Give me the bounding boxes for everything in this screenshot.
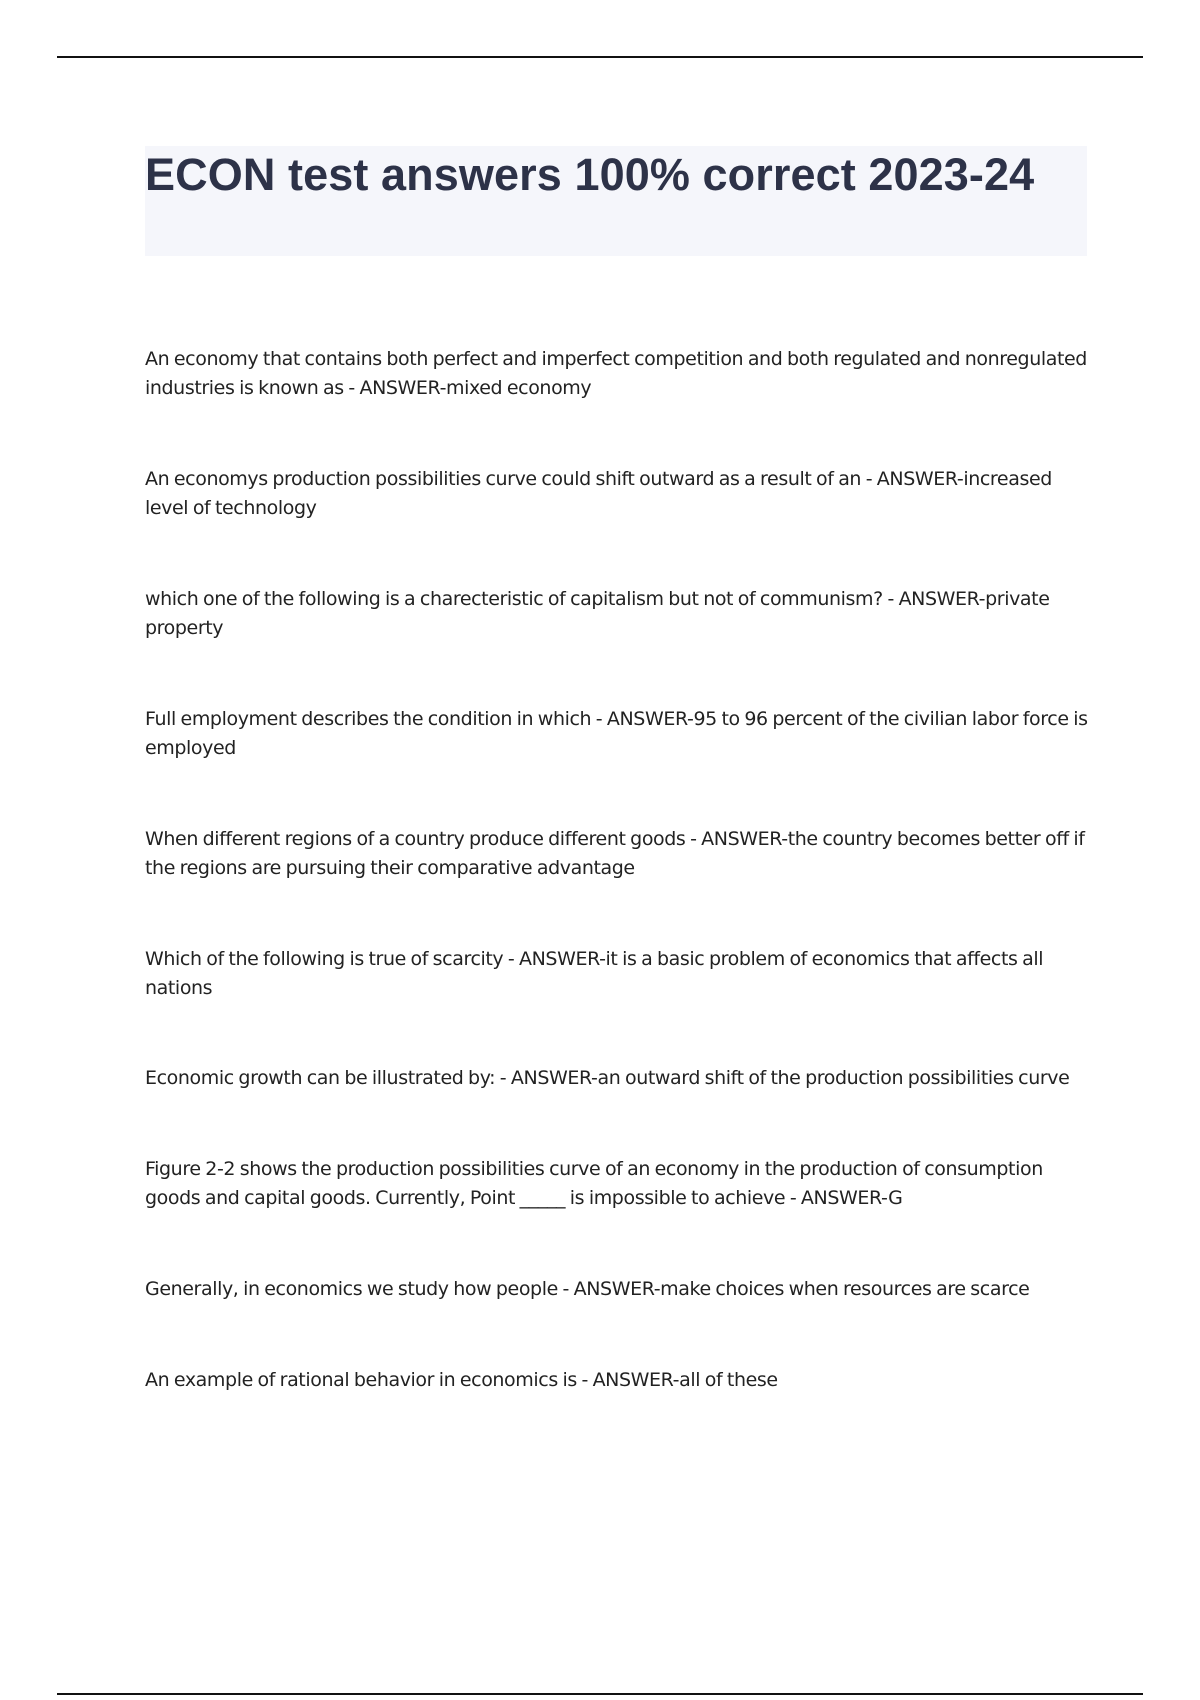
qa-item: which one of the following is a charecteristic of capitalism but not of communism? - ANSWER-private property [145, 588, 1050, 639]
qa-item: An example of rational behavior in economics is - ANSWER-all of these [145, 1369, 778, 1391]
bottom-rule [57, 1693, 1143, 1695]
qa-item: Economic growth can be illustrated by: - ANSWER-an outward shift of the production possibilities curve [145, 1067, 1070, 1089]
qa-item: An economys production possibilities curve could shift outward as a result of an - ANSWER-increased level of technology [145, 468, 1052, 519]
title-banner [145, 146, 1087, 256]
qa-item: When different regions of a country produce different goods - ANSWER-the country becomes better off if the regions are pursuing their comparative advantage [145, 828, 1085, 879]
qa-item: Generally, in economics we study how people - ANSWER-make choices when resources are scarce [145, 1278, 1030, 1300]
qa-item: Figure 2-2 shows the production possibilities curve of an economy in the production of consumption goods and capital goods. Currently, Point _____ is impossible to achieve - ANSWER-G [145, 1158, 1043, 1209]
qa-item: Which of the following is true of scarcity - ANSWER-it is a basic problem of economics that affects all nations [145, 948, 1044, 999]
qa-item: Full employment describes the condition in which - ANSWER-95 to 96 percent of the civilian labor force is employed [145, 708, 1088, 759]
document-title: ECON test answers 100% correct 2023-24 [145, 149, 1035, 200]
qa-item: An economy that contains both perfect and imperfect competition and both regulated and nonregulated industries is known as - ANSWER-mixed economy [145, 348, 1087, 399]
top-rule [57, 56, 1143, 58]
